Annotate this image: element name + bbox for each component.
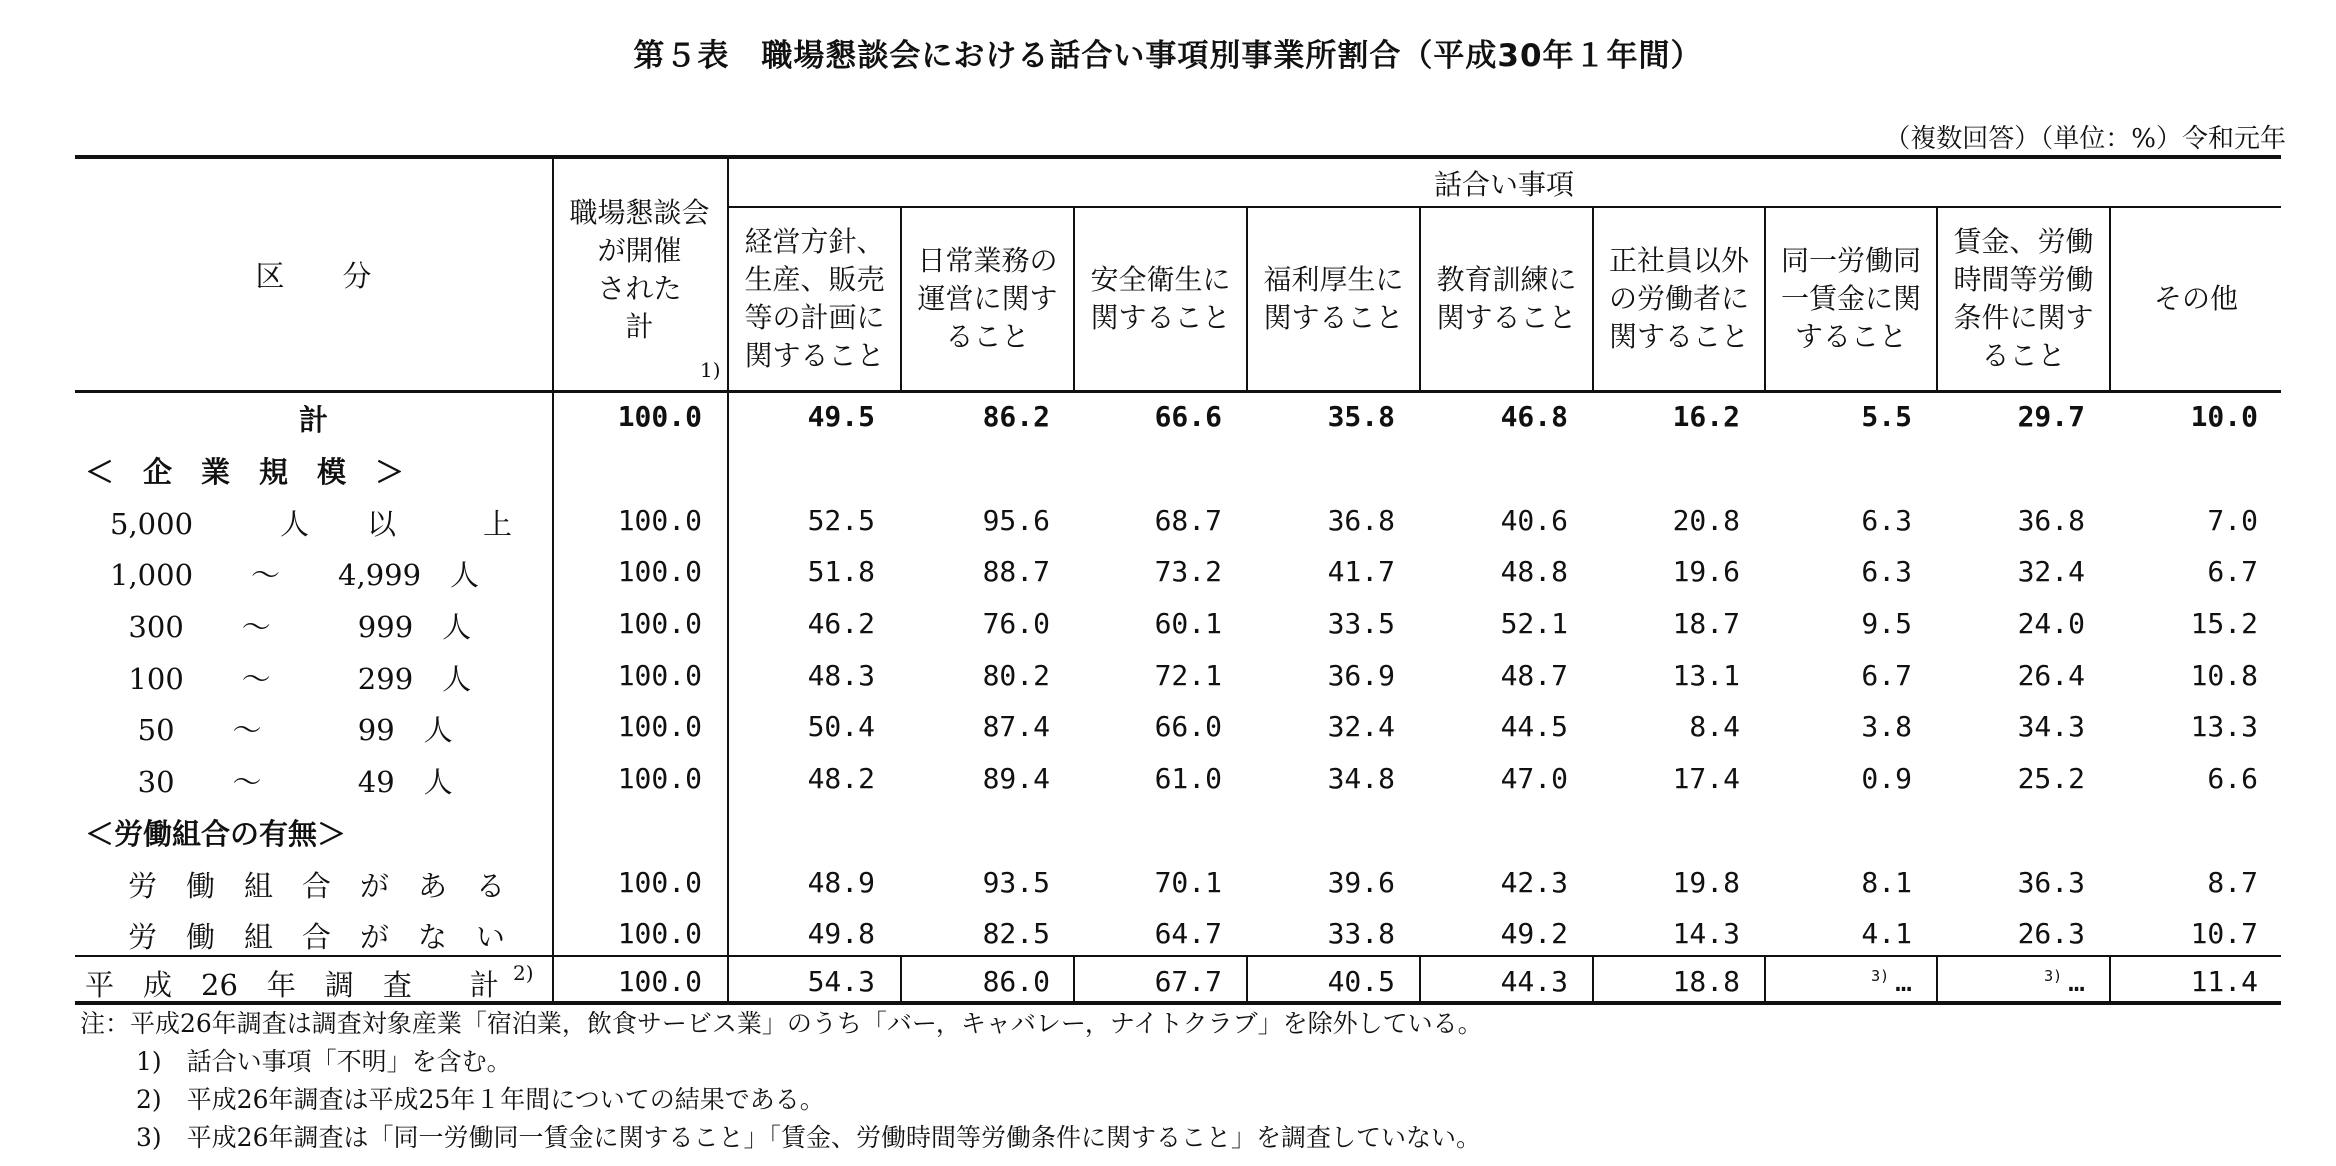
held-header-note: 1) [700,358,721,382]
table-cell: 50.4 [807,710,875,743]
column-header-line: の労働者に [1608,282,1749,315]
table-cell: 46.2 [807,607,875,640]
table-cell: 19.6 [1672,555,1740,588]
section-label: ＜労働組合の有無＞ [85,817,347,851]
column-header-line: すること [1794,320,1907,353]
table-cell: 66.0 [1154,710,1222,743]
table-cell: 73.2 [1154,555,1222,588]
table-cell: 0.9 [1861,762,1912,795]
column-header-line: ること [1981,339,2066,372]
table-cell: 36.3 [2017,866,2085,899]
column-header-line: 関すること [1608,320,1749,353]
table-cell-value: 40.5 [1327,965,1395,998]
column-header [1248,210,1419,388]
table-cell [1235,965,1395,998]
table-cell: 93.5 [982,866,1050,899]
column-header-line: ること [945,320,1030,353]
footnote-ref: 3) [2044,967,2063,985]
table-cell: 48.9 [807,866,875,899]
table-cell: 82.5 [982,917,1050,950]
table-cell: 66.6 [1154,400,1222,433]
table-cell: 13.1 [1672,659,1740,692]
column-header [2111,210,2281,388]
table-cell: 8.7 [2207,866,2258,899]
table-cell: 100.0 [617,607,702,640]
table-cell: 33.8 [1327,917,1395,950]
column-header-line: 関すること [1263,301,1404,334]
table-cell: 34.3 [2017,710,2085,743]
note-line: 注：平成26年調査は調査対象産業「宿泊業，飲食サービス業」のうち「バー，キャバレー，ナイトクラブ」を除外している。 [80,1009,1483,1038]
table-cell: 34.8 [1327,762,1395,795]
header-bottom-rule [75,390,2281,393]
table-cell: 100.0 [617,710,702,743]
column-header-line: その他 [2153,282,2238,315]
section-label: ＜ 企 業 規 模 ＞ [85,455,405,489]
table-cell: 6.3 [1861,555,1912,588]
table-cell: 100.0 [617,917,702,950]
table-cell: 100.0 [617,659,702,692]
table-cell: 41.7 [1327,555,1395,588]
table-cell [2098,965,2258,998]
table-cell: 100.0 [617,762,702,795]
table-cell: 8.4 [1689,710,1740,743]
table-cell: 100.0 [617,866,702,899]
table-cell: 48.7 [1500,659,1568,692]
column-header [1421,210,1592,388]
table-cell: 36.8 [1327,504,1395,537]
column-header [729,210,900,388]
table-cell: 49.8 [807,917,875,950]
table-cell-value: 18.8 [1672,965,1740,998]
column-header-line: 関すること [1090,301,1231,334]
table-cell: 26.3 [2017,917,2085,950]
footnote-ref: 3) [1871,967,1890,985]
table-cell: 46.8 [1500,400,1568,433]
table-cell: 47.0 [1500,762,1568,795]
table-cell-value: 67.7 [1154,965,1222,998]
table-cell [1925,965,2085,998]
column-header-line: 時間等労働 [1953,263,2094,296]
table-cell: 76.0 [982,607,1050,640]
table-cell: 32.4 [1327,710,1395,743]
table-cell: 64.7 [1154,917,1222,950]
unit-note: （複数回答）（単位：%）令和元年 [1884,124,2286,154]
table-cell: 17.4 [1672,762,1740,795]
column-header-line: 一賃金に関 [1780,282,1921,315]
held-header-line: 職場懇談会 [569,196,710,229]
table-cell: 89.4 [982,762,1050,795]
table-cell: 3.8 [1861,710,1912,743]
table-cell [1752,965,1912,998]
table-cell: 25.2 [2017,762,2085,795]
table-cell: 42.3 [1500,866,1568,899]
table-cell: 29.7 [2017,400,2085,433]
table-cell: 14.3 [1672,917,1740,950]
column-header-line: 生産、販売 [744,263,885,296]
table-cell [715,965,875,998]
table-cell: 20.8 [1672,504,1740,537]
table-cell: 4.1 [1861,917,1912,950]
column-header-line: 経営方針、 [744,225,885,258]
table-cell-value: 44.3 [1500,965,1568,998]
held-header-line: が開催 [597,234,682,267]
table-cell [1408,965,1568,998]
table-cell: 33.5 [1327,607,1395,640]
table-notes [80,1005,1483,1157]
table-cell: 39.6 [1327,866,1395,899]
row-label: 1,000 ～ 4,999 人 [110,558,480,592]
table-cell: 52.5 [807,504,875,537]
table-cell: 6.6 [2207,762,2258,795]
table-cell: 36.8 [2017,504,2085,537]
table-cell: 18.7 [1672,607,1740,640]
table-cell [1580,965,1740,998]
group-header-rule [727,206,2281,208]
table-cell: 95.6 [982,504,1050,537]
table-cell-value: 11.4 [2190,965,2258,998]
table-cell: 100.0 [617,555,702,588]
table-cell: 68.7 [1154,504,1222,537]
row-label: 50 ～ 99 人 [110,713,453,747]
row-label: 労 働 組 合 が な い [128,920,506,954]
column-header-line: 等の計画に [744,301,885,334]
table-cell-value: 86.0 [982,965,1050,998]
table-cell: 7.0 [2207,504,2258,537]
table-cell: 87.4 [982,710,1050,743]
table-cell: 72.1 [1154,659,1222,692]
column-header-line: 同一労働同 [1780,244,1921,277]
table-cell: 10.7 [2190,917,2258,950]
table-cell-value: 54.3 [807,965,875,998]
table-cell: 80.2 [982,659,1050,692]
kubun-header: 区 分 [255,259,372,293]
table-cell: 44.5 [1500,710,1568,743]
table-cell: 40.6 [1500,504,1568,537]
table-cell-value: … [2068,965,2085,998]
table-cell: 49.5 [807,400,875,433]
note-line: 2) 平成26年調査は平成25年１年間についての結果である。 [136,1085,825,1114]
row-label: 計 [298,403,328,437]
table-cell: 32.4 [2017,555,2085,588]
table-cell: 51.8 [807,555,875,588]
table-cell: 49.2 [1500,917,1568,950]
column-header [1766,210,1936,388]
table-cell: 61.0 [1154,762,1222,795]
table-cell-value: … [1895,965,1912,998]
row-label: 30 ～ 49 人 [110,765,453,799]
column-header [902,210,1073,388]
h26-row-label: 平 成 26 年 調 査 計 [85,968,499,1002]
table-cell: 70.1 [1154,866,1222,899]
row-label: 労 働 組 合 が あ る [128,869,506,903]
column-header-line: 日常業務の [917,244,1058,277]
table-cell: 10.8 [2190,659,2258,692]
held-header-line: された [597,272,682,305]
column-header-line: 条件に関す [1953,301,2094,334]
group-header: 話合い事項 [1433,168,1574,201]
table-cell: 100.0 [617,400,702,433]
row-label: 100 ～ 299 人 [110,662,472,696]
column-header-line: 運営に関す [917,282,1058,315]
table-cell-value: 100.0 [617,965,702,998]
table-cell: 60.1 [1154,607,1222,640]
column-header [1594,210,1764,388]
table-cell: 86.2 [982,400,1050,433]
table-cell: 24.0 [2017,607,2085,640]
table-cell: 48.8 [1500,555,1568,588]
table-cell: 5.5 [1861,400,1912,433]
column-header-line: 安全衛生に [1090,263,1231,296]
table-cell: 52.1 [1500,607,1568,640]
table-cell [542,965,702,998]
table-cell: 6.3 [1861,504,1912,537]
table-cell: 88.7 [982,555,1050,588]
table-cell: 6.7 [1861,659,1912,692]
column-header-line: 関すること [744,339,885,372]
column-header-line: 賃金、労働 [1953,225,2094,258]
table-cell: 19.8 [1672,866,1740,899]
table-cell [890,965,1050,998]
table-cell: 48.2 [807,762,875,795]
table-cell: 36.9 [1327,659,1395,692]
table-cell [1062,965,1222,998]
table-cell: 15.2 [2190,607,2258,640]
column-header [1075,210,1246,388]
held-header [552,170,727,370]
table-cell: 9.5 [1861,607,1912,640]
table-cell: 10.0 [2190,400,2258,433]
column-header [1938,210,2109,388]
table-cell: 26.4 [2017,659,2085,692]
column-header-line: 福利厚生に [1263,263,1404,296]
table-cell: 35.8 [1327,400,1395,433]
table-cell: 16.2 [1672,400,1740,433]
row-label: 5,000 人 以 上 [110,507,513,541]
table-cell: 48.3 [807,659,875,692]
h26-row-label-note: 2) [513,961,534,985]
table-cell: 13.3 [2190,710,2258,743]
column-header-line: 関すること [1436,301,1577,334]
table-cell: 8.1 [1861,866,1912,899]
table-cell: 100.0 [617,504,702,537]
note-line: 3) 平成26年調査は「同一労働同一賃金に関すること」「賃金、労働時間等労働条件に関すること」を調査していない。 [136,1123,1481,1152]
column-header-line: 正社員以外 [1608,244,1749,277]
row-label: 300 ～ 999 人 [110,610,472,644]
page-title: 第５表 職場懇談会における話合い事項別事業所割合（平成30年１年間） [633,38,1703,74]
column-header-line: 教育訓練に [1436,263,1577,296]
held-header-line: 計 [625,310,654,343]
table-cell: 6.7 [2207,555,2258,588]
note-line: 1) 話合い事項「不明」を含む。 [136,1047,512,1076]
